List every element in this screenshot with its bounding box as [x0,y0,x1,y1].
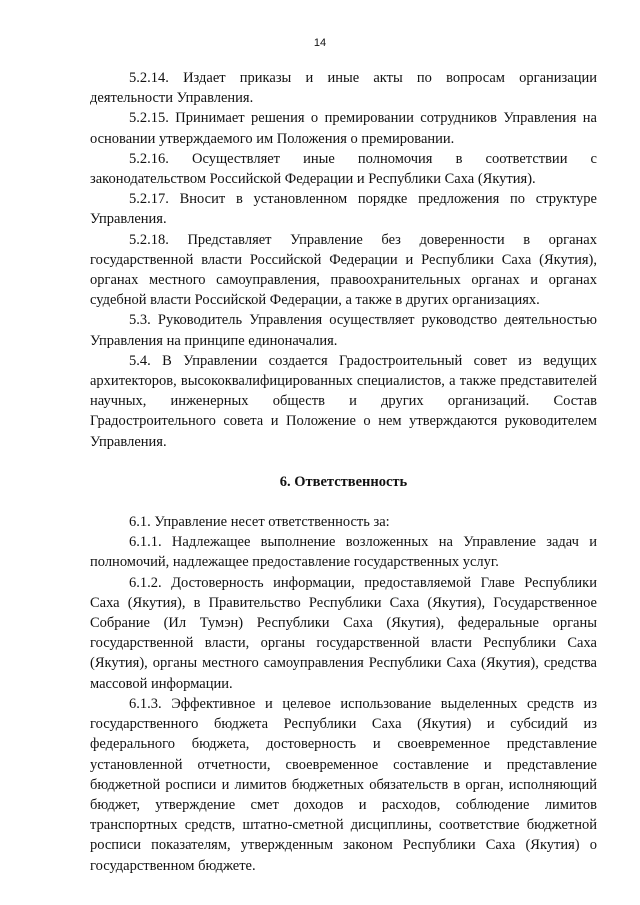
document-body [90,68,597,876]
paragraph-5-2-18: 5.2.18. Представляет Управление без доверенности в органах государственной власти Российской Федерации и Республики Саха (Якутия), органах местного самоуправления, правоохранительных органах и органах судебной власти Российской Федерации, а также в других организациях. [90,231,597,309]
paragraph-6-1: 6.1. Управление несет ответственность за: [129,514,390,531]
page-number: 14 [313,37,327,49]
paragraph-6-1-1: 6.1.1. Надлежащее выполнение возложенных на Управление задач и полномочий, надлежащее предоставление государственных услуг. [90,534,597,571]
paragraph-5-2-14: 5.2.14. Издает приказы и иные акты по вопросам организации деятельности Управления. [90,70,597,107]
paragraph-5-2-17: 5.2.17. Вносит в установленном порядке предложения по структуре Управления. [90,191,597,228]
paragraph-5-2-16: 5.2.16. Осуществляет иные полномочия в соответствии с законодательством Российской Федерации и Республики Саха (Якутия). [90,150,597,188]
paragraph-6-1-2: 6.1.2. Достоверность информации, предоставляемой Главе Республики Саха (Якутия), в Правительство Республики Саха (Якутия), Государственное Собрание (Ил Тумэн) Республики Саха (Якутия), федеральные органы государственной власти, органы государственной власти Республики Саха (Якутия), органы местного самоуправления Республики Саха (Якутия), средства массовой информации. [90,574,597,692]
paragraph-5-2-15: 5.2.15. Принимает решения о премировании сотрудников Управления на основании утверждаемого им Положения о премировании. [90,110,597,147]
section-heading-responsibility: 6. Ответственность [279,473,408,490]
paragraph-6-1-3: 6.1.3. Эффективное и целевое использование выделенных средств из государственного бюджета Республики Саха (Якутия) и субсидий из федерального бюджета, достоверность и своевременное представление установленной отчетности, своевременное составление и представление бюджетной росписи и лимитов бюджетных обязательств в орган, исполняющий бюджет, утверждение смет доходов и расходов, соблюдение лимитов транспортных средств, штатно-сметной дисциплины, соответствие бюджетной росписи показателям, утвержденным законом Республики Саха (Якутия) о государственном бюджете. [90,695,597,874]
paragraph-5-4: 5.4. В Управлении создается Градостроительный совет из ведущих архитекторов, высококвалифицированных специалистов, а также представителей научных, инженерных обществ и других организаций. Состав Градостроительного совета и Положение о нем утверждаются руководителем Управления. [90,352,597,450]
paragraph-5-3: 5.3. Руководитель Управления осуществляет руководство деятельностью Управления на принципе единоначалия. [90,312,597,349]
